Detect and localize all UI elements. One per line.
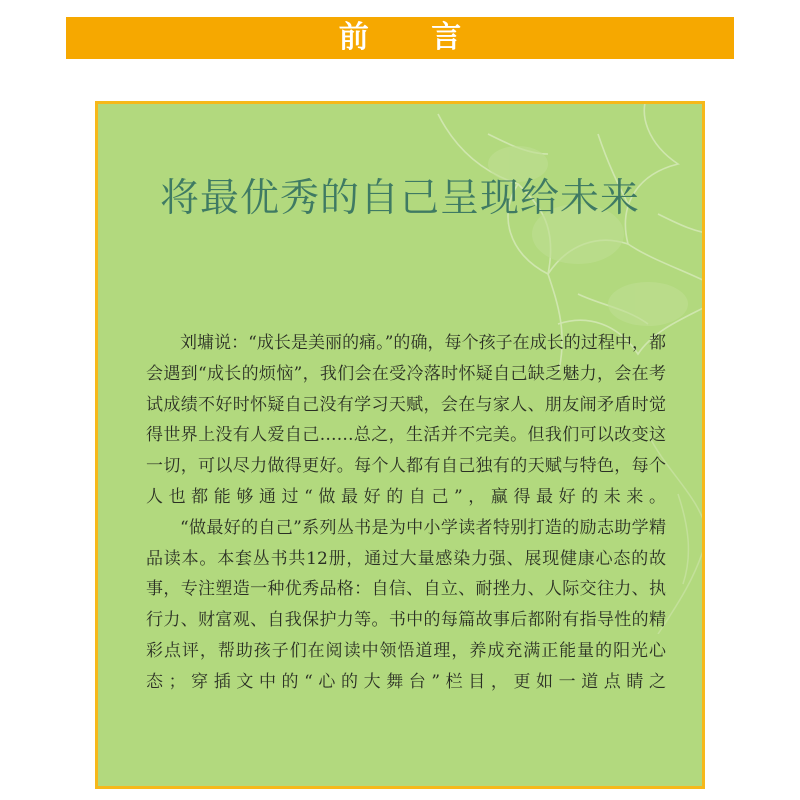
article-paragraph: “做最好的自己”系列丛书是为中小学读者特别打造的励志助学精品读本。本套丛书共12册，通过大量感染力强、展现健康心态的故事，专注塑造一种优秀品格：自信、自立、耐挫力、人际交往力、执行力、财富观、自我保护力等。书中的每篇故事后都附有指导性的精彩点评，帮助孩子们在阅读中领悟道理，养成充满正能量的阳光心态；穿插文中的“心的大舞台”栏目，更如一道点睛之 [146, 517, 666, 692]
article-paragraph: 刘墉说：“成长是美丽的痛。”的确，每个孩子在成长的过程中，都会遇到“成长的烦恼”，我们会在受冷落时怀疑自己缺乏魅力，会在考试成绩不好时怀疑自己没有学习天赋，会在与家人、朋友闹矛盾时觉得世界上没有人爱自己……总之，生活并不完美。但我们可以改变这一切，可以尽力做得更好。每个人都有自己独有的天赋与特色，每个人也都能够通过“做最好的自己”，赢得最好的未来。 [146, 333, 666, 507]
content-panel [95, 101, 705, 789]
article-body [146, 328, 666, 698]
page-title: 前 言 [338, 20, 488, 55]
header-banner [66, 17, 734, 59]
article-headline: 将最优秀的自己呈现给未来 [159, 176, 640, 221]
